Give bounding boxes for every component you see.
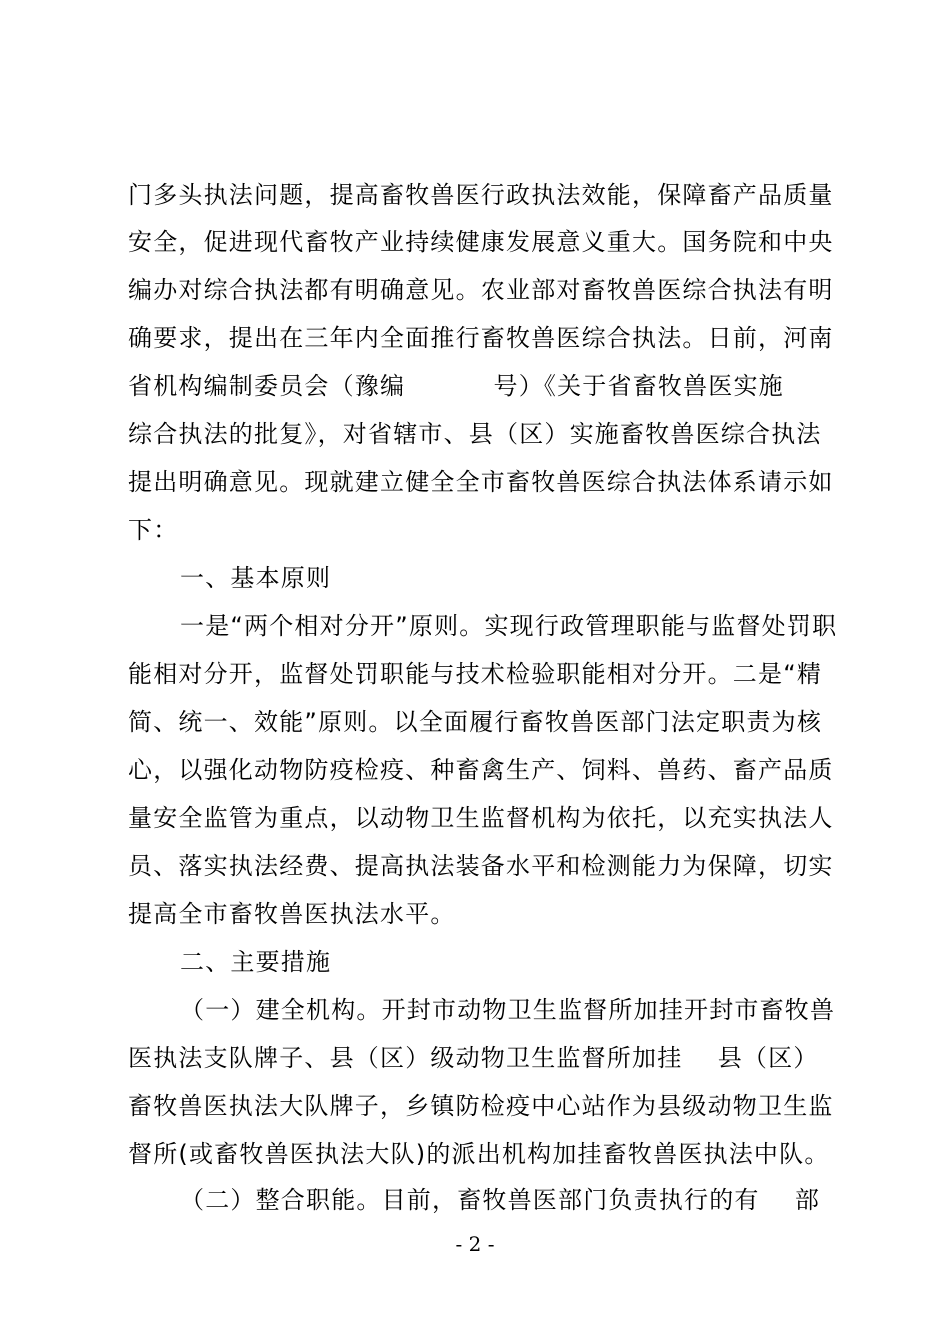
text-line: 畜牧兽医执法大队牌子，乡镇防检疫中心站作为县级动物卫生监 bbox=[128, 1092, 834, 1120]
text-line: 能相对分开，监督处罚职能与技术检验职能相对分开。二是“精 bbox=[128, 660, 823, 688]
text-line: 量安全监管为重点，以动物卫生监督机构为依托，以充实执法人 bbox=[128, 804, 834, 832]
text-line: 医执法支队牌子、县（区）级动物卫生监督所加挂 县（区） bbox=[128, 1044, 819, 1072]
text-line: 提出明确意见。现就建立健全全市畜牧兽医综合执法体系请示如 bbox=[128, 468, 834, 496]
text-line: 编办对综合执法都有明确意见。农业部对畜牧兽医综合执法有明 bbox=[128, 276, 834, 304]
text-line: 员、落实执法经费、提高执法装备水平和检测能力为保障，切实 bbox=[128, 852, 834, 880]
text-line: 确要求，提出在三年内全面推行畜牧兽医综合执法。日前，河南 bbox=[128, 324, 834, 352]
text-line: 安全，促进现代畜牧产业持续健康发展意义重大。国务院和中央 bbox=[128, 228, 834, 256]
section-heading: 二、主要措施 bbox=[180, 948, 332, 976]
text-line: （一）建全机构。开封市动物卫生监督所加挂开封市畜牧兽 bbox=[180, 996, 836, 1024]
text-line: 简、统一、效能”原则。以全面履行畜牧兽医部门法定职责为核 bbox=[128, 708, 823, 736]
text-line: 省机构编制委员会（豫编 号）《关于省畜牧兽医实施 bbox=[128, 372, 784, 400]
text-line: 提高全市畜牧兽医执法水平。 bbox=[128, 900, 456, 928]
text-line: 心，以强化动物防疫检疫、种畜禽生产、饲料、兽药、畜产品质 bbox=[128, 756, 834, 784]
text-line: 一是“两个相对分开”原则。实现行政管理职能与监督处罚职 bbox=[180, 612, 838, 640]
text-line: 门多头执法问题，提高畜牧兽医行政执法效能，保障畜产品质量 bbox=[128, 181, 834, 209]
text-line: 综合执法的批复》，对省辖市、县（区）实施畜牧兽医综合执法 bbox=[128, 420, 822, 448]
text-line: 督所(或畜牧兽医执法大队)的派出机构加挂畜牧兽医执法中队。 bbox=[128, 1140, 830, 1168]
page-number: - 2 - bbox=[455, 1232, 495, 1256]
section-heading: 一、基本原则 bbox=[180, 564, 332, 592]
text-line: （二）整合职能。目前，畜牧兽医部门负责执行的有 部 bbox=[180, 1186, 821, 1214]
text-line: 下： bbox=[128, 516, 179, 544]
